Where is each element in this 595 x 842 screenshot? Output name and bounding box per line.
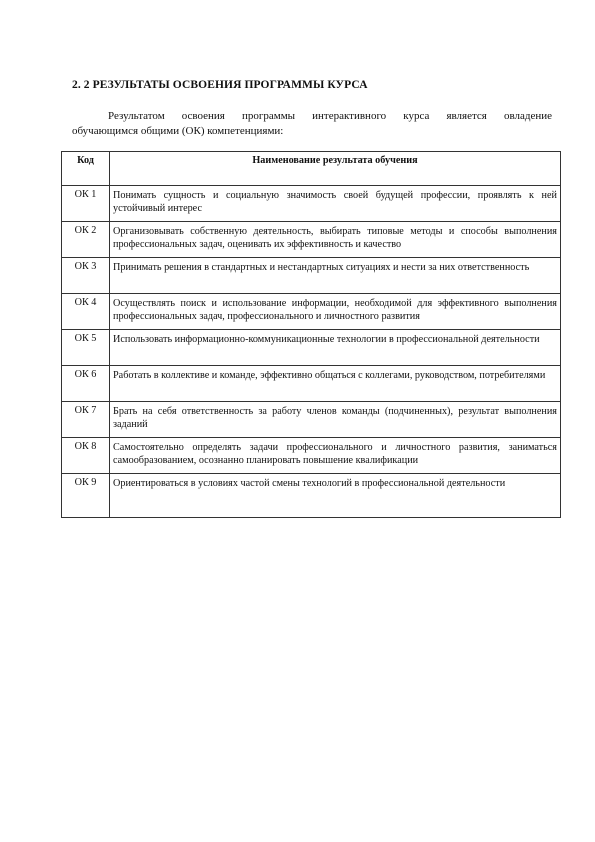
row-text: Ориентироваться в условиях частой смены технологий в профессиональной деятельности bbox=[110, 474, 561, 518]
table-row bbox=[62, 330, 561, 366]
table-row bbox=[62, 222, 561, 258]
table-row bbox=[62, 258, 561, 294]
row-text: Работать в коллективе и команде, эффективно общаться с коллегами, руководством, потребителями bbox=[110, 366, 561, 402]
competencies-table bbox=[61, 151, 561, 518]
row-code: ОК 6 bbox=[62, 366, 110, 402]
header-code: Код bbox=[62, 152, 110, 186]
row-code: ОК 2 bbox=[62, 222, 110, 258]
table-header-row bbox=[62, 152, 561, 186]
table-row bbox=[62, 366, 561, 402]
table-row bbox=[62, 294, 561, 330]
header-result-name: Наименование результата обучения bbox=[110, 152, 561, 186]
row-text: Использовать информационно-коммуникационные технологии в профессиональной деятельности bbox=[110, 330, 561, 366]
row-text: Осуществлять поиск и использование информации, необходимой для эффективного выполнения профессиональных задач, профессионального и личностного развития bbox=[110, 294, 561, 330]
row-text: Организовывать собственную деятельность, выбирать типовые методы и способы выполнения профессиональных задач, оценивать их эффективность и качество bbox=[110, 222, 561, 258]
table-row bbox=[62, 438, 561, 474]
table-row bbox=[62, 186, 561, 222]
row-code: ОК 3 bbox=[62, 258, 110, 294]
row-code: ОК 9 bbox=[62, 474, 110, 518]
row-text: Брать на себя ответственность за работу членов команды (подчиненных), результат выполнения заданий bbox=[110, 402, 561, 438]
row-code: ОК 8 bbox=[62, 438, 110, 474]
row-code: ОК 4 bbox=[62, 294, 110, 330]
intro-line-1: Результатом освоения программы интерактивного курса является овладение bbox=[108, 110, 552, 122]
section-heading: 2. 2 РЕЗУЛЬТАТЫ ОСВОЕНИЯ ПРОГРАММЫ КУРСА bbox=[72, 79, 368, 91]
row-text: Понимать сущность и социальную значимость своей будущей профессии, проявлять к ней устойчивый интерес bbox=[110, 186, 561, 222]
row-code: ОК 1 bbox=[62, 186, 110, 222]
row-code: ОК 7 bbox=[62, 402, 110, 438]
row-text: Принимать решения в стандартных и нестандартных ситуациях и нести за них ответственность bbox=[110, 258, 561, 294]
table-row bbox=[62, 474, 561, 518]
intro-paragraph bbox=[72, 109, 552, 138]
row-code: ОК 5 bbox=[62, 330, 110, 366]
table-row bbox=[62, 402, 561, 438]
row-text: Самостоятельно определять задачи профессионального и личностного развития, заниматься самообразованием, осознанно планировать повышение квалификации bbox=[110, 438, 561, 474]
intro-line-2: обучающимся общими (ОК) компетенциями: bbox=[72, 124, 284, 137]
